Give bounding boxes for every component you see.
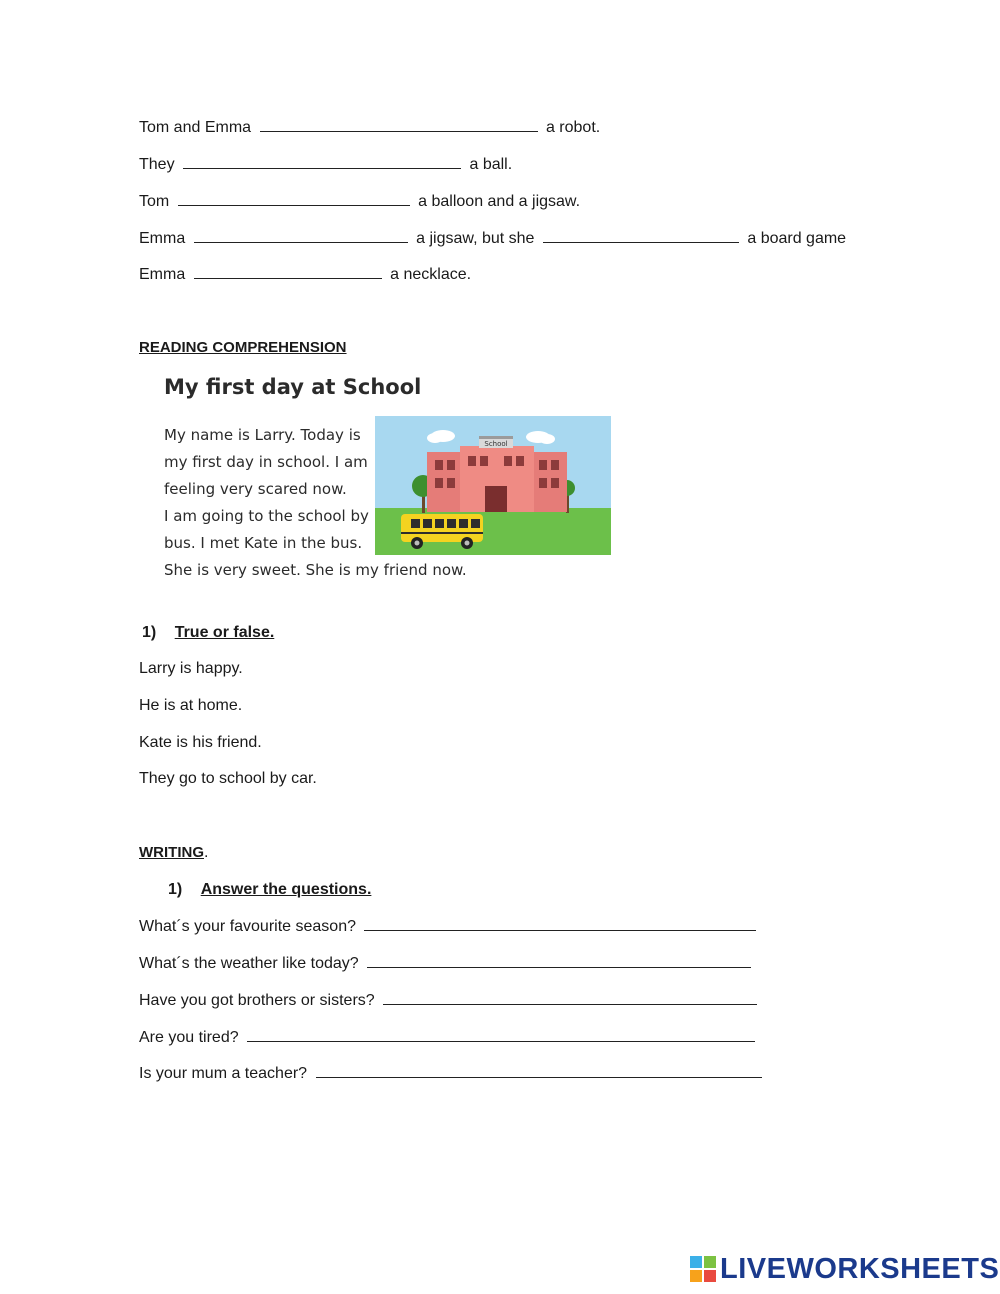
reading-heading: READING COMPREHENSION [139,339,347,356]
writing-heading-row [139,843,208,863]
exercise-line-5-end: a necklace. [390,266,472,283]
question-text: Are you tired? [139,1029,239,1046]
question-text: What´s your favourite season? [139,918,356,935]
writing-question-2 [139,953,751,974]
reading-card-title: My first day at School [164,375,422,399]
exercise-line-3-start: Tom [139,193,170,210]
reading-card-line: bus. I met Kate in the bus. [164,534,363,552]
exercise-line-3 [139,191,580,212]
writing-heading: WRITING [139,844,204,861]
exercise-line-4 [139,228,846,249]
answer-blank-3[interactable] [178,191,410,206]
exercise-line-1-start: Tom and Emma [139,119,252,136]
question-text: What´s the weather like today? [139,955,359,972]
statement: They go to school by car. [139,770,317,787]
exercise-line-5 [139,264,471,285]
true-false-title [142,623,274,643]
exercise-line-4-start: Emma [139,230,186,247]
building-sign: School [484,440,508,448]
statement: He is at home. [139,697,243,714]
liveworksheets-logo [690,1254,999,1284]
writing-question-1 [139,916,756,937]
reading-card-line: I am going to the school by [164,507,369,525]
question-text: Is your mum a teacher? [139,1065,308,1082]
question-title: True or false. [174,624,275,641]
answer-questions-title [168,880,371,900]
exercise-line-2-start: They [139,156,175,173]
answer-line[interactable] [364,916,756,931]
answer-line[interactable] [316,1063,762,1078]
answer-blank-2[interactable] [183,154,461,169]
exercise-line-4-middle: a jigsaw, but she [416,230,535,247]
answer-blank-4a[interactable] [194,228,408,243]
exercise-line-1-end: a robot. [545,119,601,136]
answer-line[interactable] [383,990,757,1005]
reading-card-line: My name is Larry. Today is [164,426,361,444]
answer-blank-5[interactable] [194,264,382,279]
school-illustration [375,416,611,555]
exercise-line-2 [139,154,512,175]
answer-line[interactable] [247,1027,755,1042]
question-number: 1) [142,624,157,641]
reading-card-line: feeling very scared now. [164,480,347,498]
exercise-line-3-end: a balloon and a jigsaw. [418,193,581,210]
reading-card-line: She is very sweet. She is my friend now. [164,561,467,579]
question-title: Answer the questions. [200,881,372,898]
logo-mark-icon [690,1256,716,1282]
writing-question-5 [139,1063,762,1084]
writing-question-3 [139,990,757,1011]
statement: Kate is his friend. [139,734,262,751]
writing-question-4 [139,1027,755,1048]
answer-blank-1[interactable] [260,117,538,132]
answer-line[interactable] [367,953,751,968]
exercise-line-5-start: Emma [139,266,186,283]
reading-card [139,370,611,608]
statement: Larry is happy. [139,660,243,677]
exercise-line-1 [139,117,600,138]
exercise-line-2-end: a ball. [469,156,513,173]
question-text: Have you got brothers or sisters? [139,992,375,1009]
question-number: 1) [168,881,183,898]
writing-heading-suffix: . [204,844,209,861]
answer-blank-4b[interactable] [543,228,739,243]
reading-card-line: my first day in school. I am [164,453,368,471]
exercise-line-4-end: a board game [747,230,847,247]
logo-text: LIVEWORKSHEETS [720,1252,1000,1285]
